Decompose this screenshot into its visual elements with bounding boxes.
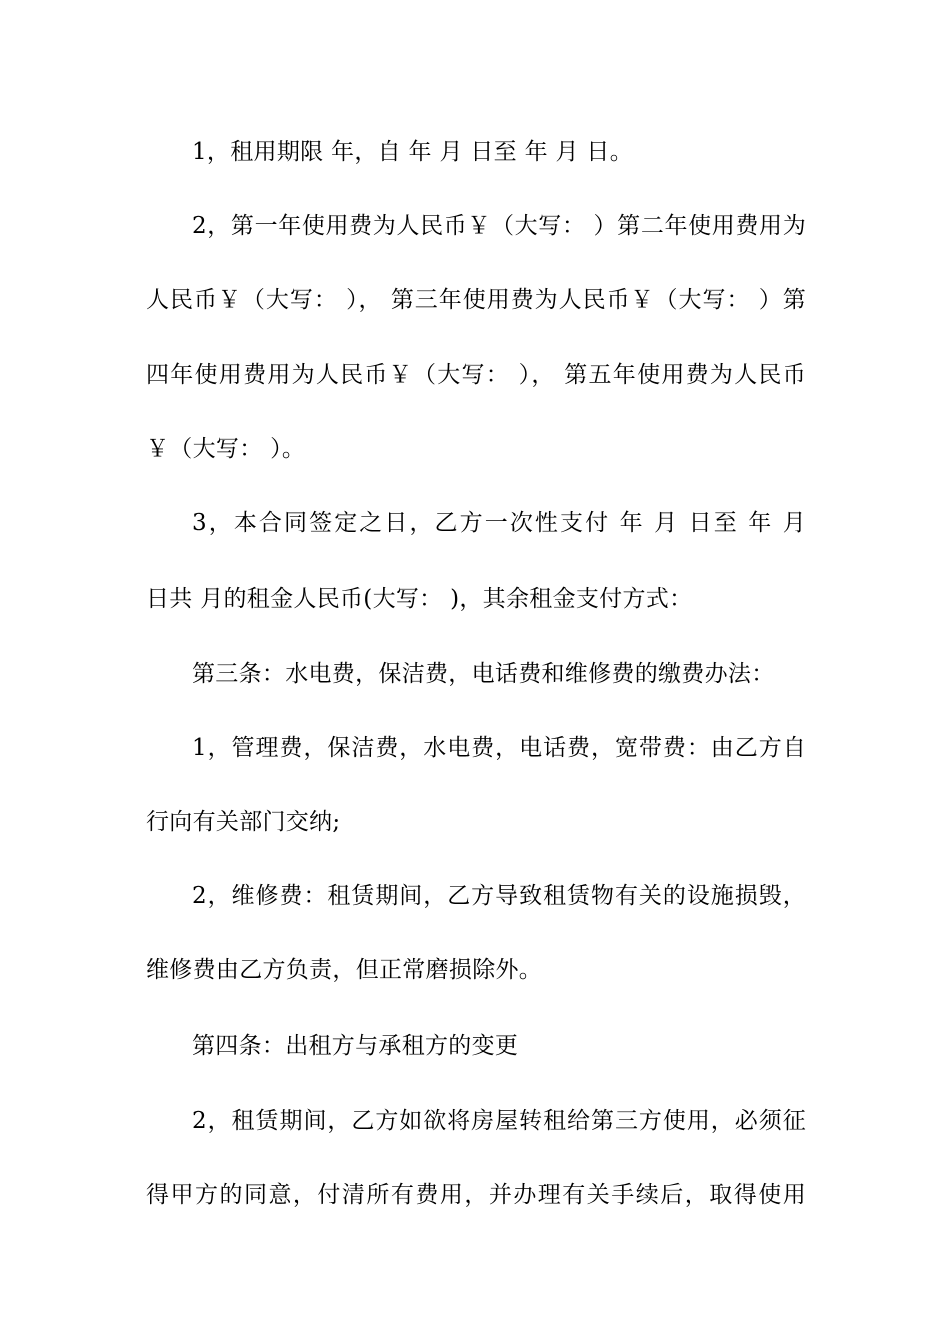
paragraph-line: 日共 月的租金人民币(大写： )，其余租金支付方式： — [146, 586, 693, 612]
paragraph-line: 2，维修费：租赁期间，乙方导致租赁物有关的设施损毁， — [192, 883, 806, 909]
paragraph-line: 行向有关部门交纳; — [146, 809, 341, 835]
section-heading: 第四条：出租方与承租方的变更 — [192, 1033, 519, 1059]
paragraph-line: 2，第一年使用费为人民币￥（大写： ）第二年使用费用为 — [192, 213, 806, 239]
paragraph-line: 3，本合同签定之日，乙方一次性支付 年 月 日至 年 月 — [192, 510, 806, 536]
paragraph-line: 维修费由乙方负责，但正常磨损除外。 — [146, 957, 543, 983]
paragraph-line: 2，租赁期间，乙方如欲将房屋转租给第三方使用，必须征 — [192, 1108, 806, 1134]
paragraph-line: 人民币￥（大写： ）， 第三年使用费为人民币￥（大写： ）第 — [146, 287, 806, 313]
paragraph-line: 1，管理费，保洁费，水电费，电话费，宽带费：由乙方自 — [192, 735, 806, 761]
paragraph-line: ￥（大写： ）。 — [146, 436, 306, 462]
paragraph-line: 1，租用期限 年，自 年 月 日至 年 月 日。 — [192, 139, 634, 165]
paragraph-line: 四年使用费用为人民币￥（大写： ）， 第五年使用费为人民币 — [146, 362, 806, 388]
paragraph-line: 得甲方的同意，付清所有费用，并办理有关手续后，取得使用 — [146, 1182, 806, 1208]
section-heading: 第三条：水电费，保洁费，电话费和维修费的缴费办法： — [192, 661, 775, 687]
